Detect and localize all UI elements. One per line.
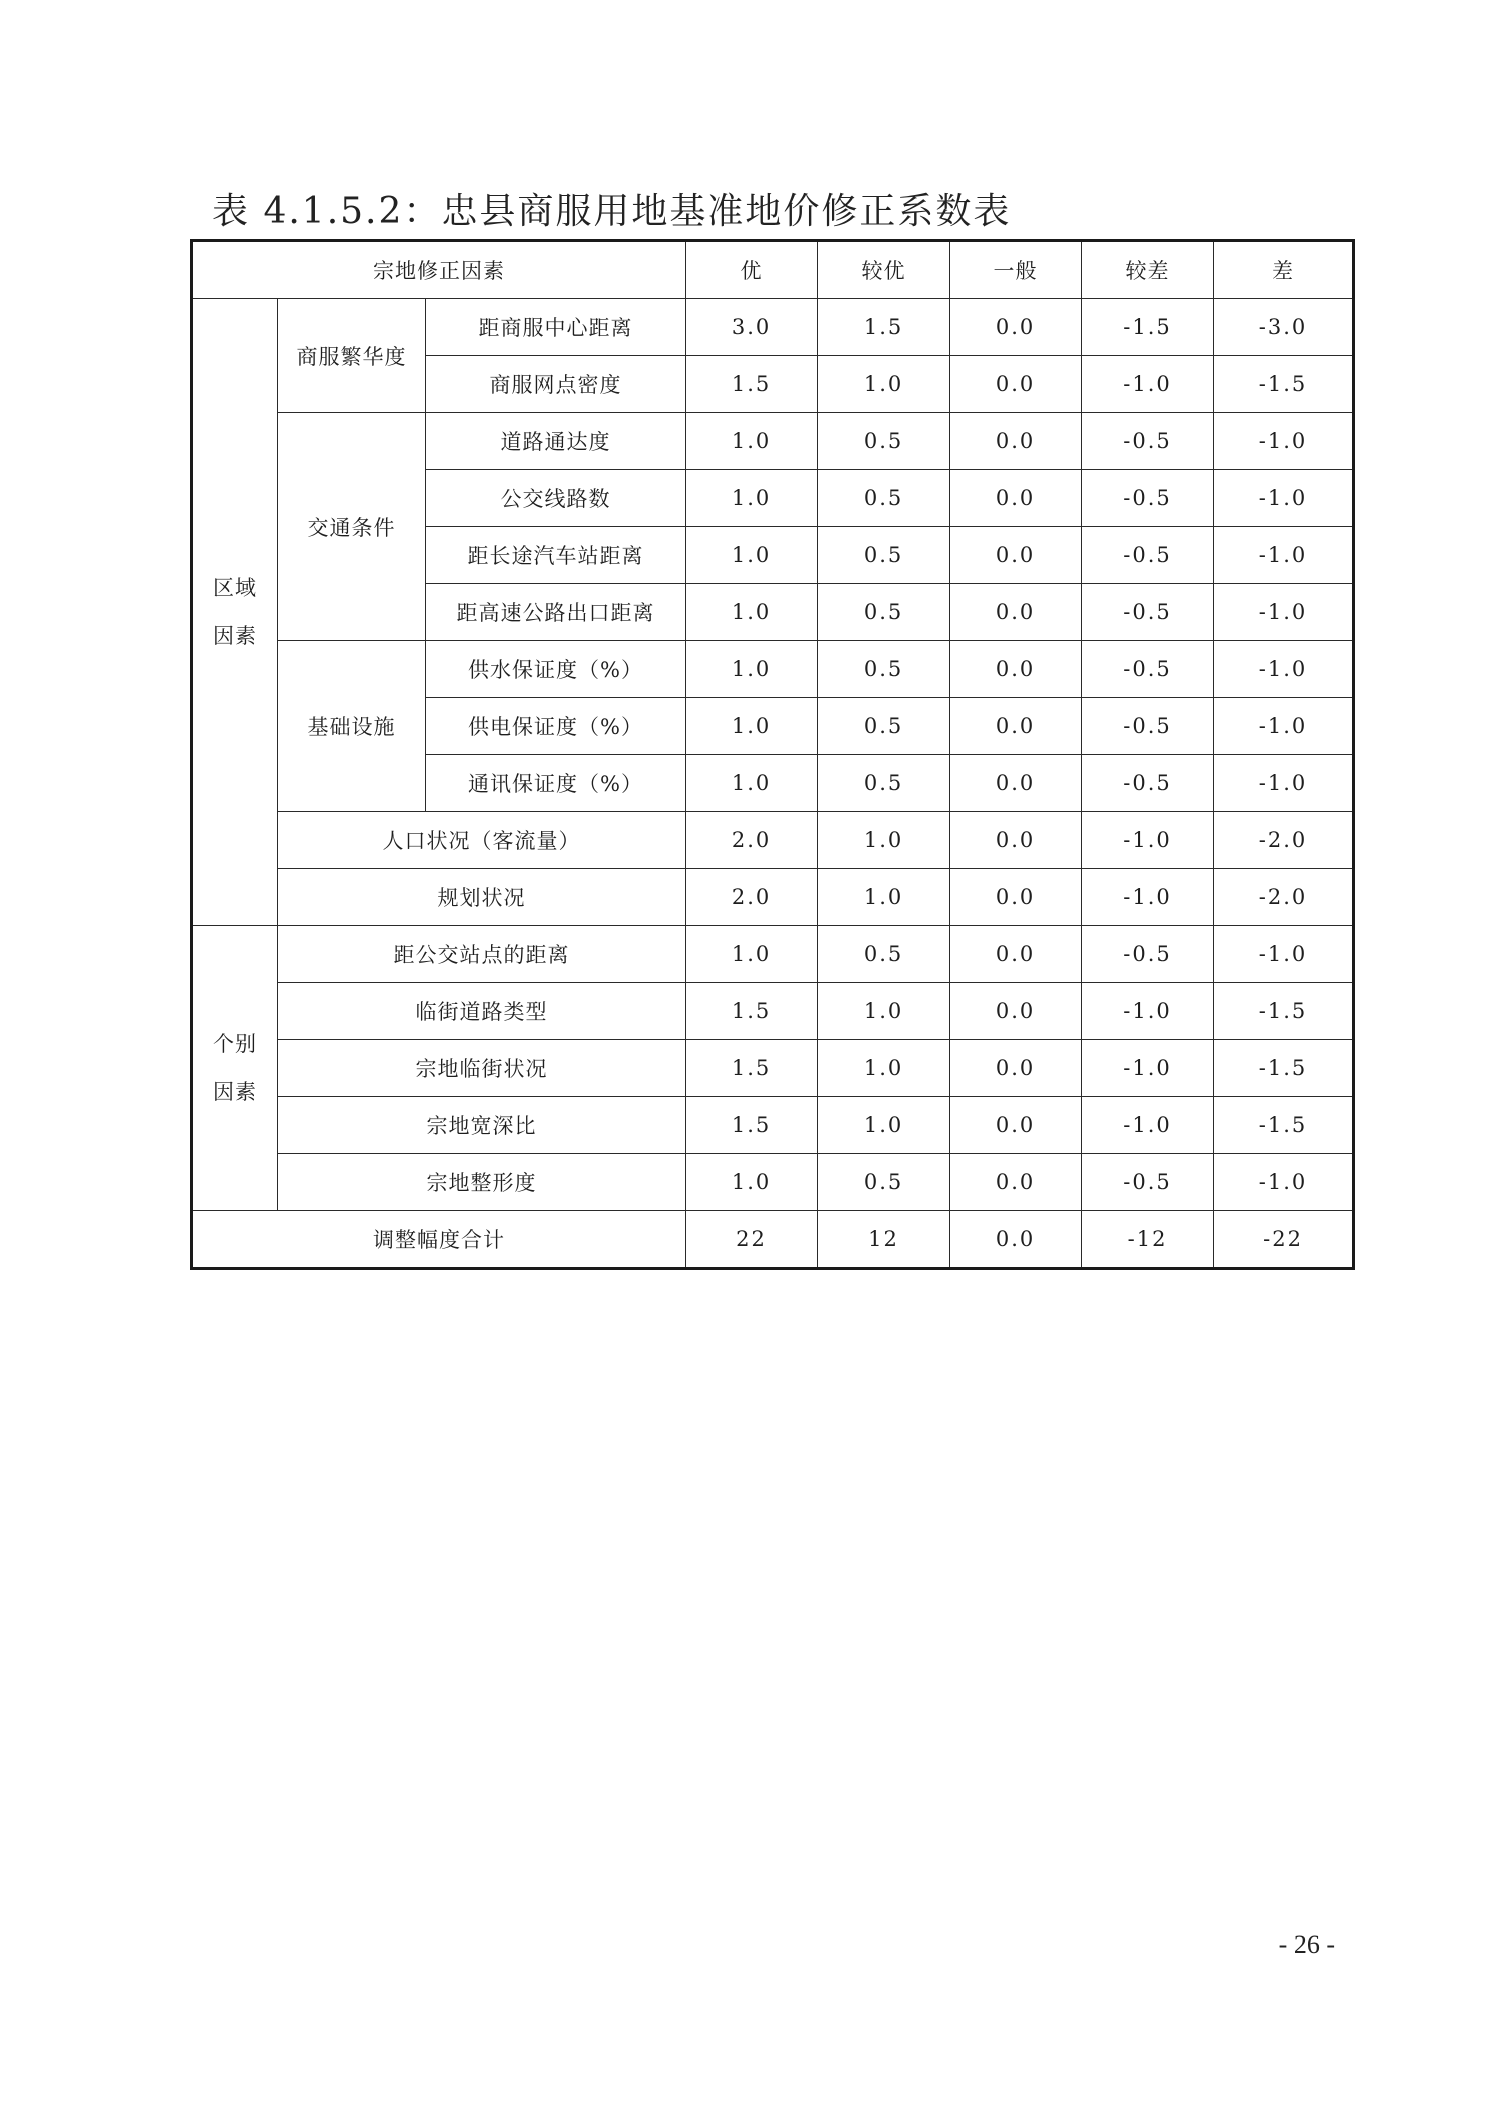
value-cell: 0.0	[950, 413, 1082, 470]
value-cell: 1.0	[818, 812, 950, 869]
value-cell: 0.0	[950, 755, 1082, 812]
value-cell: 1.0	[818, 1040, 950, 1097]
value-cell: -1.0	[1214, 470, 1354, 527]
table-row	[192, 641, 1354, 698]
total-value: 0.0	[950, 1211, 1082, 1269]
table-title: 表 4.1.5.2：忠县商服用地基准地价修正系数表	[212, 191, 1012, 232]
value-cell: 0.0	[950, 1097, 1082, 1154]
value-cell: 1.5	[818, 299, 950, 356]
regional-factors-label: 区域 因素	[192, 299, 278, 926]
value-cell: 0.0	[950, 983, 1082, 1040]
value-cell: 1.0	[818, 869, 950, 926]
value-cell: -1.5	[1214, 356, 1354, 413]
value-cell: 2.0	[686, 869, 818, 926]
value-cell: 3.0	[686, 299, 818, 356]
value-cell: -1.0	[1214, 755, 1354, 812]
factor-name: 公交线路数	[426, 470, 686, 527]
header-row	[192, 241, 1354, 299]
table-row	[192, 926, 1354, 983]
value-cell: 1.5	[686, 983, 818, 1040]
value-cell: 0.0	[950, 1154, 1082, 1211]
value-cell: 1.0	[686, 755, 818, 812]
value-cell: -1.0	[1214, 527, 1354, 584]
header-level: 差	[1214, 241, 1354, 299]
factor-name: 距高速公路出口距离	[426, 584, 686, 641]
value-cell: 1.0	[686, 584, 818, 641]
value-cell: 1.0	[686, 470, 818, 527]
value-cell: 0.0	[950, 527, 1082, 584]
value-cell: -0.5	[1082, 698, 1214, 755]
value-cell: 1.0	[686, 527, 818, 584]
factor-name: 宗地临街状况	[278, 1040, 686, 1097]
factor-name: 临街道路类型	[278, 983, 686, 1040]
value-cell: -1.0	[1214, 698, 1354, 755]
value-cell: 1.0	[686, 641, 818, 698]
header-level: 较差	[1082, 241, 1214, 299]
factor-name: 宗地整形度	[278, 1154, 686, 1211]
header-level: 较优	[818, 241, 950, 299]
value-cell: 0.5	[818, 413, 950, 470]
factor-name: 人口状况（客流量）	[278, 812, 686, 869]
correction-coefficient-table	[190, 239, 1355, 1270]
table-row	[192, 413, 1354, 470]
table-row	[192, 299, 1354, 356]
value-cell: -0.5	[1082, 926, 1214, 983]
value-cell: -1.0	[1082, 1097, 1214, 1154]
individual-factors-label: 个别 因素	[192, 926, 278, 1211]
value-cell: 0.5	[818, 641, 950, 698]
header-level: 优	[686, 241, 818, 299]
value-cell: 1.0	[818, 356, 950, 413]
value-cell: 0.0	[950, 926, 1082, 983]
page-number: - 26 -	[1278, 1930, 1335, 1959]
total-row	[192, 1211, 1354, 1269]
value-cell: -0.5	[1082, 641, 1214, 698]
value-cell: -2.0	[1214, 869, 1354, 926]
factor-name: 供水保证度（%）	[426, 641, 686, 698]
group-label: 商服繁华度	[278, 299, 426, 413]
value-cell: 1.0	[686, 413, 818, 470]
factor-name: 道路通达度	[426, 413, 686, 470]
value-cell: -0.5	[1082, 584, 1214, 641]
value-cell: 0.0	[950, 869, 1082, 926]
total-value: 22	[686, 1211, 818, 1269]
value-cell: 0.5	[818, 926, 950, 983]
value-cell: -1.0	[1082, 812, 1214, 869]
group-label: 基础设施	[278, 641, 426, 812]
value-cell: -1.5	[1214, 983, 1354, 1040]
value-cell: -1.0	[1082, 983, 1214, 1040]
value-cell: -1.0	[1214, 1154, 1354, 1211]
value-cell: 0.5	[818, 755, 950, 812]
value-cell: 0.0	[950, 470, 1082, 527]
table-row	[192, 1097, 1354, 1154]
value-cell: -0.5	[1082, 755, 1214, 812]
value-cell: -0.5	[1082, 413, 1214, 470]
value-cell: -1.5	[1082, 299, 1214, 356]
value-cell: 1.0	[818, 1097, 950, 1154]
factor-name: 距商服中心距离	[426, 299, 686, 356]
total-label: 调整幅度合计	[192, 1211, 686, 1269]
total-value: 12	[818, 1211, 950, 1269]
header-level: 一般	[950, 241, 1082, 299]
group-label: 交通条件	[278, 413, 426, 641]
value-cell: -1.0	[1214, 413, 1354, 470]
value-cell: 1.0	[686, 1154, 818, 1211]
table-row	[192, 812, 1354, 869]
table-row	[192, 869, 1354, 926]
factor-name: 供电保证度（%）	[426, 698, 686, 755]
value-cell: 1.5	[686, 1097, 818, 1154]
value-cell: -1.0	[1082, 356, 1214, 413]
table-row	[192, 1154, 1354, 1211]
value-cell: 2.0	[686, 812, 818, 869]
factor-name: 距公交站点的距离	[278, 926, 686, 983]
value-cell: 1.5	[686, 356, 818, 413]
total-value: -22	[1214, 1211, 1354, 1269]
factor-name: 商服网点密度	[426, 356, 686, 413]
value-cell: 0.5	[818, 698, 950, 755]
value-cell: 0.5	[818, 470, 950, 527]
value-cell: -1.0	[1082, 869, 1214, 926]
value-cell: 0.5	[818, 527, 950, 584]
value-cell: 0.0	[950, 356, 1082, 413]
value-cell: -1.0	[1214, 926, 1354, 983]
header-factor: 宗地修正因素	[192, 241, 686, 299]
value-cell: 1.0	[686, 698, 818, 755]
value-cell: -0.5	[1082, 527, 1214, 584]
factor-name: 距长途汽车站距离	[426, 527, 686, 584]
value-cell: -1.5	[1214, 1097, 1354, 1154]
value-cell: 0.0	[950, 698, 1082, 755]
table-row	[192, 1040, 1354, 1097]
factor-name: 宗地宽深比	[278, 1097, 686, 1154]
value-cell: 1.0	[686, 926, 818, 983]
value-cell: -0.5	[1082, 1154, 1214, 1211]
value-cell: -1.0	[1214, 641, 1354, 698]
value-cell: 0.0	[950, 641, 1082, 698]
value-cell: 0.0	[950, 299, 1082, 356]
value-cell: 0.5	[818, 1154, 950, 1211]
value-cell: -3.0	[1214, 299, 1354, 356]
value-cell: -0.5	[1082, 470, 1214, 527]
table-row	[192, 983, 1354, 1040]
value-cell: 1.0	[818, 983, 950, 1040]
factor-name: 规划状况	[278, 869, 686, 926]
value-cell: -1.0	[1214, 584, 1354, 641]
value-cell: 0.0	[950, 812, 1082, 869]
value-cell: -1.5	[1214, 1040, 1354, 1097]
value-cell: -2.0	[1214, 812, 1354, 869]
factor-name: 通讯保证度（%）	[426, 755, 686, 812]
value-cell: 0.0	[950, 1040, 1082, 1097]
value-cell: 0.0	[950, 584, 1082, 641]
value-cell: -1.0	[1082, 1040, 1214, 1097]
total-value: -12	[1082, 1211, 1214, 1269]
value-cell: 0.5	[818, 584, 950, 641]
value-cell: 1.5	[686, 1040, 818, 1097]
